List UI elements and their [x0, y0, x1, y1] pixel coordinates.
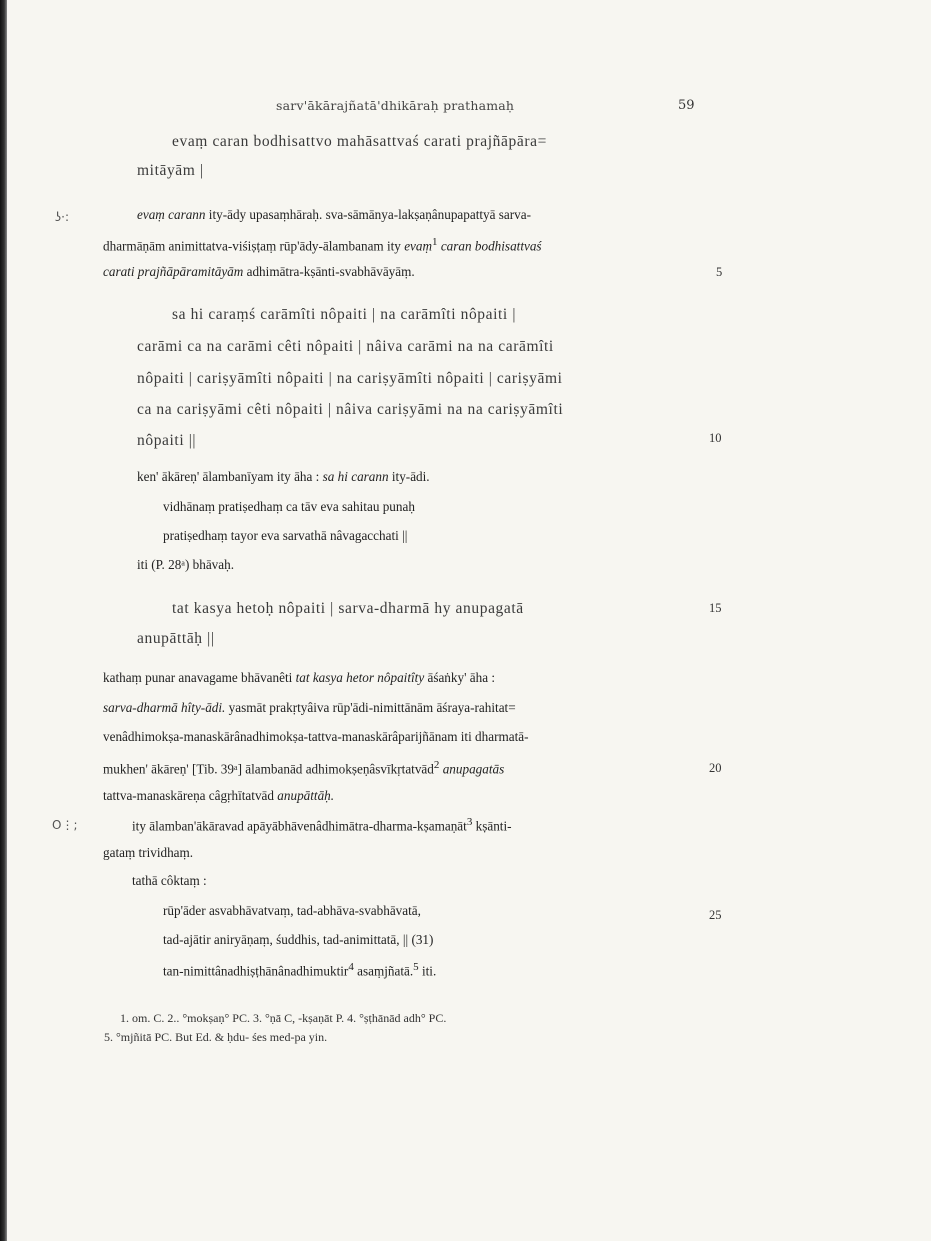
- commentary-text: kṣānti-: [472, 818, 512, 834]
- italic-lemma: anupāttāḥ.: [277, 788, 335, 803]
- line-number: 5: [716, 265, 723, 279]
- commentary-line: [103, 236, 542, 254]
- verse-line: tat kasya hetoḥ nôpaiti | sarva-dharmā hy anupagatā: [172, 600, 524, 617]
- footnote-ref: 4: [348, 961, 354, 973]
- line-number: 25: [709, 908, 722, 922]
- italic-lemma: sa hi carann: [322, 469, 389, 484]
- footnote-ref: 5: [413, 961, 419, 973]
- quote-line: [163, 961, 436, 979]
- italic-lemma: sarva-dharmā hîty-ādi.: [103, 700, 226, 715]
- margin-annotation: O⋮;: [52, 818, 78, 832]
- commentary-text: āśaṅky' āha :: [424, 670, 496, 685]
- commentary-text: ity-ādi.: [388, 469, 430, 484]
- italic-lemma: tat kasya hetor nôpaitîty: [295, 670, 425, 685]
- line-number: 15: [709, 601, 722, 615]
- commentary-text: ity ālamban'ākāravad apāyābhāvenâdhimātra-dharma-kṣamaṇāt: [132, 818, 467, 834]
- quote-line: vidhānaṃ pratiṣedhaṃ ca tāv eva sahitau punaḥ: [163, 499, 415, 514]
- commentary-text: kathaṃ punar anavagame bhāvanêti: [103, 670, 296, 685]
- commentary-text: dharmāṇām animittatva-viśiṣṭaṃ rūp'ādy-ālambanam ity: [103, 238, 405, 254]
- italic-lemma: carati prajñāpāramitāyām: [103, 264, 244, 279]
- commentary-line: [103, 700, 516, 716]
- commentary-line: [132, 816, 512, 834]
- commentary-line: tathā côktaṃ :: [132, 873, 207, 888]
- commentary-line: [103, 759, 504, 777]
- verse-line: carāmi ca na carāmi cêti nôpaiti | nâiva carāmi na na carāmîti: [137, 338, 554, 355]
- commentary-text: yasmāt prakṛtyâiva rūp'ādi-nimittānām āśraya-rahitat=: [225, 700, 516, 715]
- verse-line: sa hi caraṃś carāmîti nôpaiti | na carāmîti nôpaiti |: [172, 306, 517, 323]
- footnote-line: 5. °mjñitā PC. But Ed. & ḥdu- śes med-pa yin.: [104, 1030, 328, 1044]
- quote-line: tad-ajātir aniryāṇaṃ, śuddhis, tad-animittatā, || (31): [163, 932, 434, 947]
- commentary-line: [103, 264, 415, 280]
- footnote-line: 1. om. C. 2.. °mokṣaṇ° PC. 3. °ṇā C, -kṣaṇāt P. 4. °ṣṭhānād adh° PC.: [120, 1011, 447, 1025]
- quote-text: tan-nimittânadhiṣṭhānânadhimuktir: [163, 963, 349, 979]
- footnote-ref: 3: [466, 816, 473, 828]
- footnote-ref: 2: [433, 759, 440, 771]
- verse-line: mitāyām |: [137, 162, 204, 179]
- line-number: 10: [709, 431, 722, 445]
- binding-shadow: [0, 0, 7, 1241]
- italic-lemma: caran bodhisattvaś: [437, 238, 542, 254]
- margin-annotation: ʖ·:: [55, 210, 69, 224]
- commentary-text: mukhen' ākāreṇ' [Tib. 39ᵃ] ālambanād adhimokṣeṇâsvīkṛtatvād: [103, 761, 434, 777]
- running-title: sarv'ākārajñatā'dhikāraḥ prathamaḥ: [276, 98, 515, 113]
- commentary-text: tattva-manaskāreṇa câgṛhītatvād: [103, 788, 278, 803]
- verse-line: evaṃ caran bodhisattvo mahāsattvaś carati prajñāpāra=: [172, 133, 547, 150]
- verse-line: ca na cariṣyāmi cêti nôpaiti | nâiva cariṣyāmi na na cariṣyāmîti: [137, 401, 564, 418]
- commentary-line: [103, 670, 495, 686]
- italic-lemma: anupagatās: [439, 761, 505, 777]
- commentary-line: [137, 207, 531, 223]
- commentary-line: [103, 788, 334, 804]
- commentary-line: venâdhimokṣa-manaskārânadhimokṣa-tattva-manaskārâparijñānam iti dharmatā-: [103, 729, 529, 744]
- verse-line: nôpaiti | cariṣyāmîti nôpaiti | na cariṣyāmîti nôpaiti | cariṣyāmi: [137, 370, 563, 387]
- page-number: 59: [678, 98, 695, 113]
- commentary-line: iti (P. 28ᵃ) bhāvaḥ.: [137, 557, 235, 572]
- quote-text: iti.: [418, 963, 437, 979]
- quote-line: pratiṣedhaṃ tayor eva sarvathā nâvagacchati ||: [163, 528, 408, 543]
- commentary-text: ity-ādy upasaṃhāraḥ. sva-sāmānya-lakṣaṇânupapattyā sarva-: [205, 207, 532, 222]
- commentary-line: [137, 469, 430, 485]
- commentary-text: ken' ākāreṇ' ālambanīyam ity āha :: [137, 469, 323, 484]
- commentary-text: adhimātra-kṣānti-svabhāvāyāṃ.: [243, 264, 415, 279]
- italic-lemma: evaṃ: [404, 238, 433, 254]
- footnote-ref: 1: [432, 236, 438, 248]
- verse-line: nôpaiti ||: [137, 432, 197, 449]
- italic-lemma: evaṃ carann: [137, 207, 206, 222]
- quote-line: rūp'āder asvabhāvatvaṃ, tad-abhāva-svabhāvatā,: [163, 903, 421, 918]
- verse-line: anupāttāḥ ||: [137, 630, 215, 647]
- line-number: 20: [709, 761, 722, 775]
- quote-text: asaṃjñatā.: [353, 963, 414, 979]
- commentary-line: gataṃ trividhaṃ.: [103, 845, 194, 860]
